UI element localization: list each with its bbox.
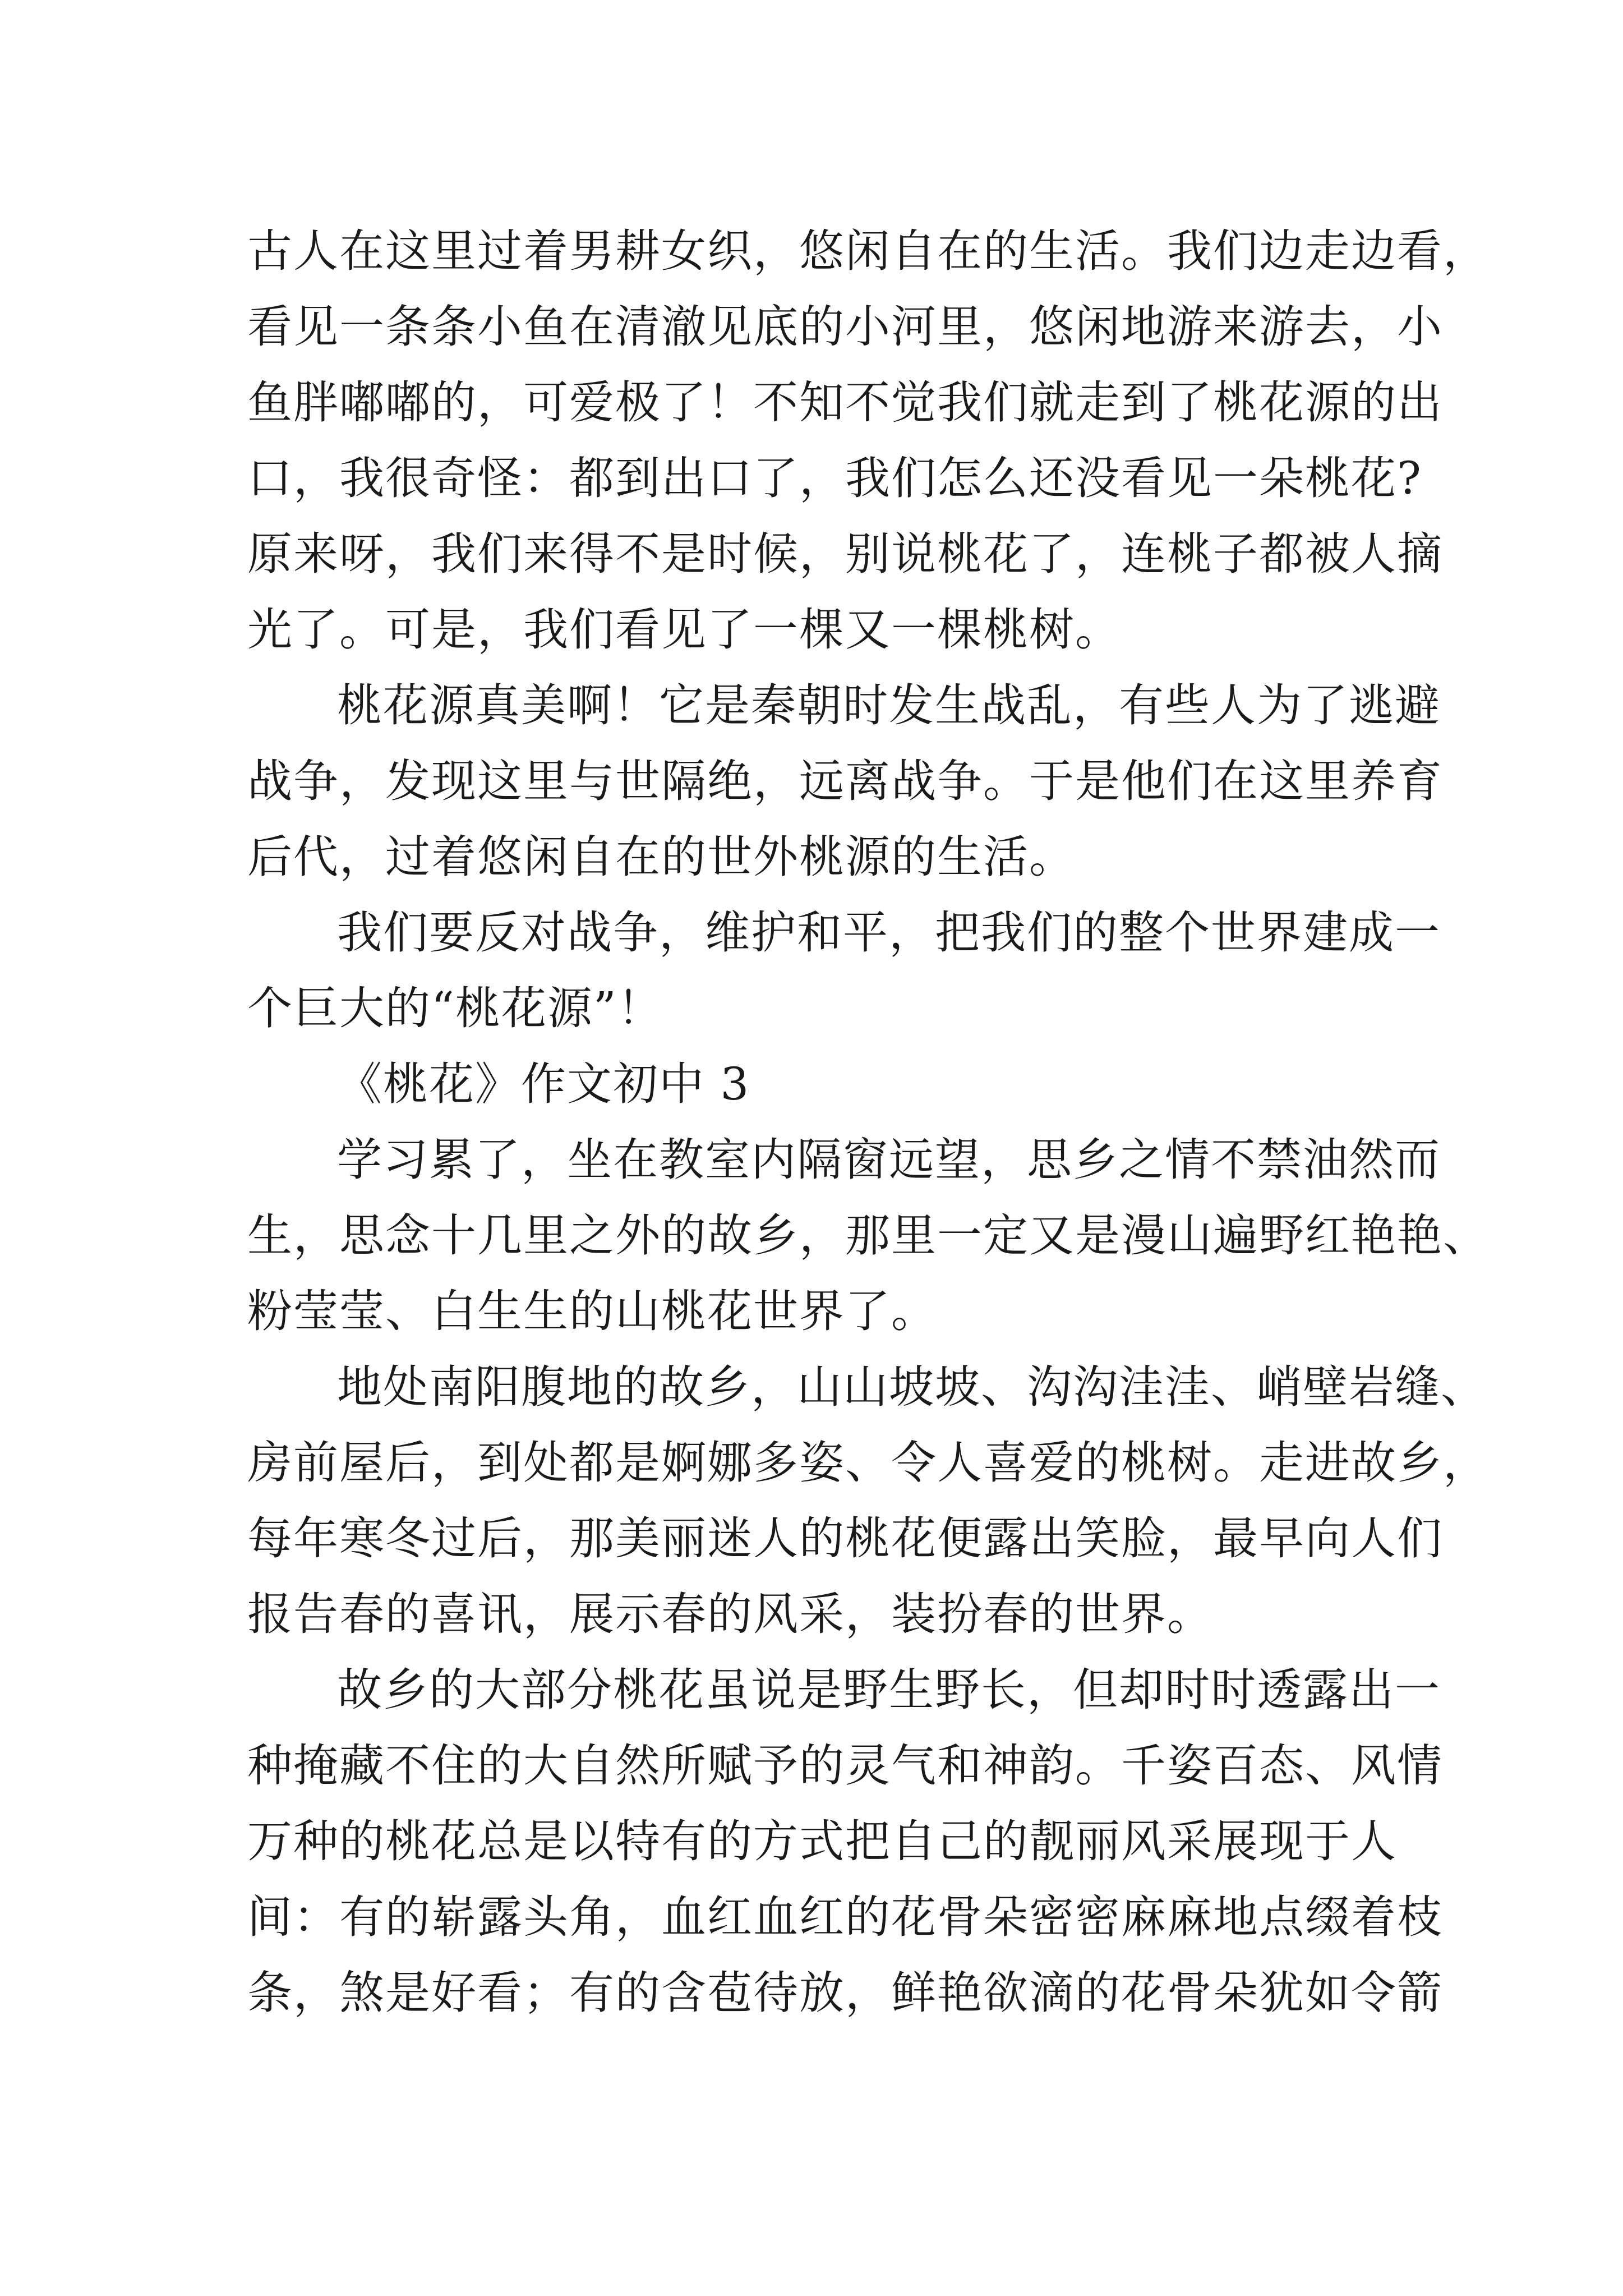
paragraph-start-line: 学习累了，坐在教室内隔窗远望，思乡之情不禁油然而 <box>337 1134 1441 1186</box>
paragraph-start-line: 我们要反对战争，维护和平，把我们的整个世界建成一 <box>337 907 1441 959</box>
text-line: 生，思念十几里之外的故乡，那里一定又是漫山遍野红艳艳、 <box>247 1209 1489 1262</box>
text-line: 原来呀，我们来得不是时候，别说桃花了，连桃子都被人摘 <box>247 528 1443 580</box>
text-line: 战争，发现这里与世隔绝，远离战争。于是他们在这里养育 <box>247 755 1443 807</box>
essay-text <box>247 213 1489 2031</box>
text-line: 房前屋后，到处都是婀娜多姿、令人喜爱的桃树。走进故乡， <box>247 1437 1489 1489</box>
text-line: 鱼胖嘟嘟的，可爱极了！不知不觉我们就走到了桃花源的出 <box>247 376 1443 429</box>
text-line: 每年寒冬过后，那美丽迷人的桃花便露出笑脸，最早向人们 <box>247 1512 1443 1565</box>
text-line: 种掩藏不住的大自然所赋予的灵气和神韵。千姿百态、风情 <box>247 1740 1443 1792</box>
text-line: 条，煞是好看；有的含苞待放，鲜艳欲滴的花骨朵犹如令箭 <box>247 1967 1443 2019</box>
text-line: 报告春的喜讯，展示春的风采，装扮春的世界。 <box>247 1588 1213 1640</box>
text-line: 个巨大的“桃花源”！ <box>247 982 663 1034</box>
paragraph-start-line: 桃花源真美啊！它是秦朝时发生战乱，有些人为了逃避 <box>337 679 1441 731</box>
text-line: 光了。可是，我们看见了一棵又一棵桃树。 <box>247 604 1121 656</box>
text-line: 古人在这里过着男耕女织，悠闲自在的生活。我们边走边看， <box>247 225 1489 277</box>
section-heading: 《桃花》作文初中 3 <box>337 1058 750 1110</box>
text-line: 看见一条条小鱼在清澈见底的小河里，悠闲地游来游去，小 <box>247 301 1443 353</box>
text-line: 后代，过着悠闲自在的世外桃源的生活。 <box>247 831 1075 883</box>
text-line: 万种的桃花总是以特有的方式把自己的靓丽风采展现于人 <box>247 1815 1397 1867</box>
text-line: 间：有的崭露头角，血红血红的花骨朵密密麻麻地点缀着枝 <box>247 1891 1443 1943</box>
text-line: 粉莹莹、白生生的山桃花世界了。 <box>247 1285 937 1337</box>
paragraph-start-line: 故乡的大部分桃花虽说是野生野长，但却时时透露出一 <box>337 1664 1441 1716</box>
paragraph-start-line: 地处南阳腹地的故乡，山山坡坡、沟沟洼洼、峭壁岩缝、 <box>337 1361 1487 1413</box>
text-line: 口，我很奇怪：都到出口了，我们怎么还没看见一朵桃花? <box>247 452 1422 504</box>
